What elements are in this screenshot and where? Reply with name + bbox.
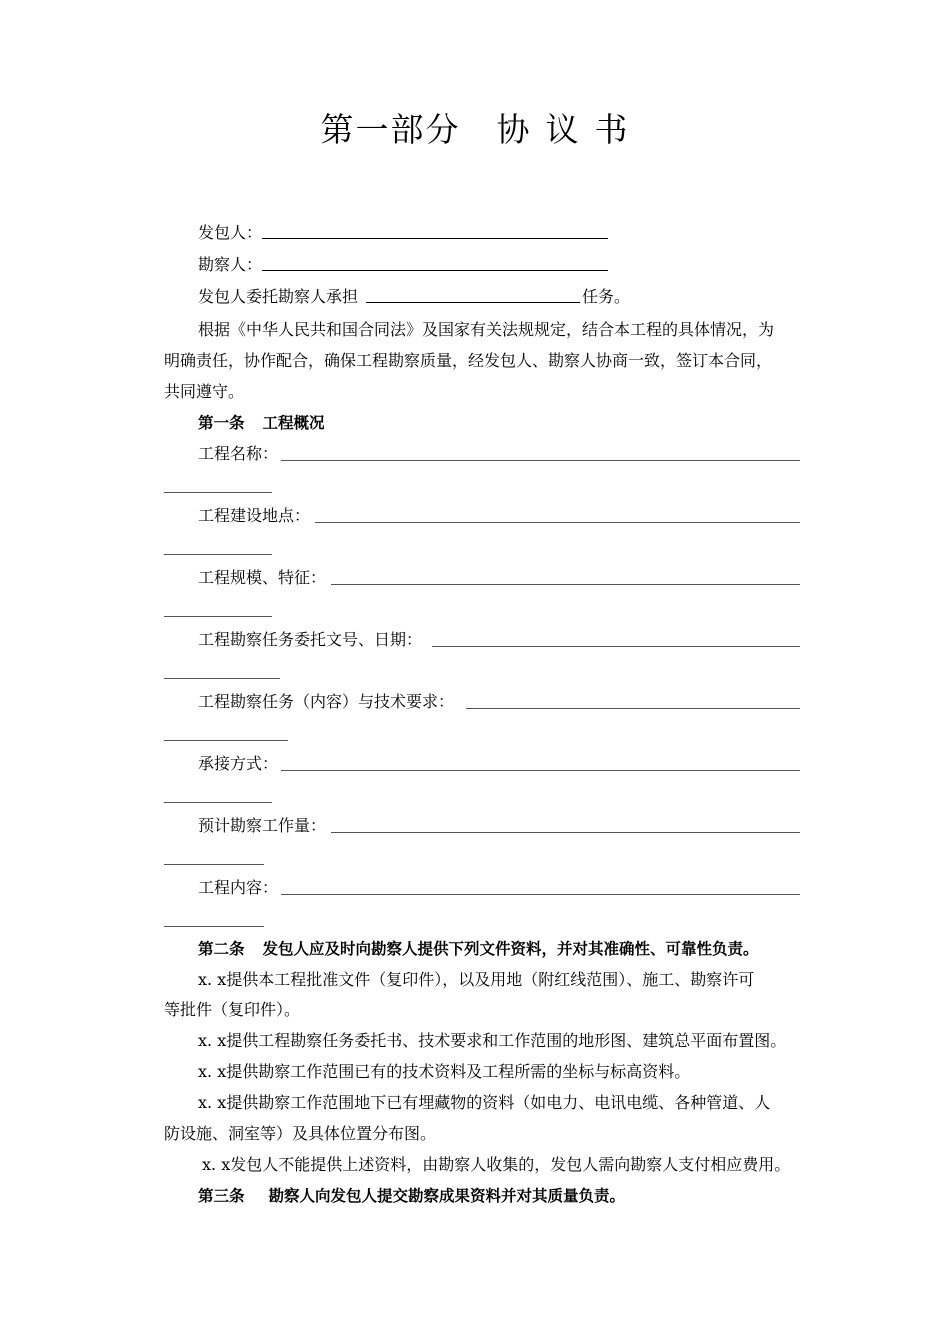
contract-mode-blank[interactable]	[281, 770, 800, 771]
project-name-blank-cont[interactable]	[164, 492, 272, 493]
workload-blank-cont[interactable]	[164, 864, 264, 865]
entrust-suffix: 任务。	[582, 287, 631, 306]
article-1-heading	[198, 412, 325, 434]
project-scale-blank[interactable]	[331, 584, 800, 585]
article-1-number: 第一条	[198, 414, 245, 432]
preamble-line-3: 共同遵守。	[164, 382, 245, 401]
workload-blank[interactable]	[331, 832, 800, 833]
surveyor-label: 勘察人：	[198, 255, 263, 274]
preamble-line-1: 根据《中华人民共和国合同法》及国家有关法规规定，结合本工程的具体情况，为	[198, 320, 775, 339]
project-site-blank-cont[interactable]	[164, 554, 272, 555]
article-2-item-5: x. x发包人不能提供上述资料，由勘察人收集的，发包人需向勘察人支付相应费用。	[202, 1155, 791, 1174]
commission-doc-blank[interactable]	[432, 646, 800, 647]
article-3-title: 勘察人向发包人提交勘察成果资料并对其质量负责。	[268, 1187, 626, 1205]
employer-blank[interactable]	[262, 238, 608, 239]
article-2-item-3: x. x提供勘察工作范围已有的技术资料及工程所需的坐标与标高资料。	[198, 1062, 691, 1081]
entrust-task-blank[interactable]	[366, 302, 580, 303]
article-2-item-4b: 防设施、洞室等）及具体位置分布图。	[164, 1124, 437, 1143]
article-2-title: 发包人应及时向勘察人提供下列文件资料，并对其准确性、可靠性负责。	[262, 940, 759, 958]
page-title	[0, 108, 950, 152]
task-requirements-blank[interactable]	[466, 708, 800, 709]
project-scale-blank-cont[interactable]	[164, 616, 272, 617]
title-char-3: 书	[594, 110, 630, 149]
project-content-blank[interactable]	[281, 894, 800, 895]
surveyor-blank[interactable]	[262, 270, 608, 271]
field-workload: 预计勘察工作量：	[198, 816, 327, 835]
field-project-name: 工程名称：	[198, 444, 279, 463]
field-project-site: 工程建设地点：	[198, 506, 311, 525]
article-2-item-1a: x. x提供本工程批准文件（复印件），以及用地（附红线范围）、施工、勘察许可	[198, 970, 755, 989]
field-project-content: 工程内容：	[198, 878, 279, 897]
project-name-blank[interactable]	[281, 460, 800, 461]
article-2-number: 第二条	[198, 940, 245, 958]
project-content-blank-cont[interactable]	[164, 926, 264, 927]
article-2-item-4a: x. x提供勘察工作范围地下已有埋藏物的资料（如电力、电讯电缆、各种管道、人	[198, 1093, 771, 1112]
title-char-2: 议	[545, 110, 581, 149]
article-2-item-1b: 等批件（复印件）。	[164, 1000, 301, 1019]
article-1-title: 工程概况	[262, 414, 325, 432]
project-site-blank[interactable]	[315, 522, 800, 523]
field-task-requirements: 工程勘察任务（内容）与技术要求：	[198, 692, 455, 711]
field-commission-doc: 工程勘察任务委托文号、日期：	[198, 630, 423, 649]
article-3-heading	[198, 1185, 625, 1207]
employer-label: 发包人：	[198, 223, 263, 242]
field-project-scale: 工程规模、特征：	[198, 568, 327, 587]
title-char-1: 协	[496, 110, 532, 149]
title-part: 第一部分	[320, 110, 461, 149]
article-2-item-2: x. x提供工程勘察任务委托书、技术要求和工作范围的地形图、建筑总平面布置图。	[198, 1031, 787, 1050]
article-2-heading	[198, 938, 759, 960]
commission-doc-blank-cont[interactable]	[164, 678, 280, 679]
contract-mode-blank-cont[interactable]	[164, 802, 272, 803]
task-requirements-blank-cont[interactable]	[164, 740, 288, 741]
entrust-prefix: 发包人委托勘察人承担	[198, 287, 359, 306]
field-contract-mode: 承接方式：	[198, 754, 279, 773]
preamble-line-2: 明确责任，协作配合，确保工程勘察质量，经发包人、勘察人协商一致，签订本合同，	[164, 351, 773, 370]
article-3-number: 第三条	[198, 1187, 245, 1205]
